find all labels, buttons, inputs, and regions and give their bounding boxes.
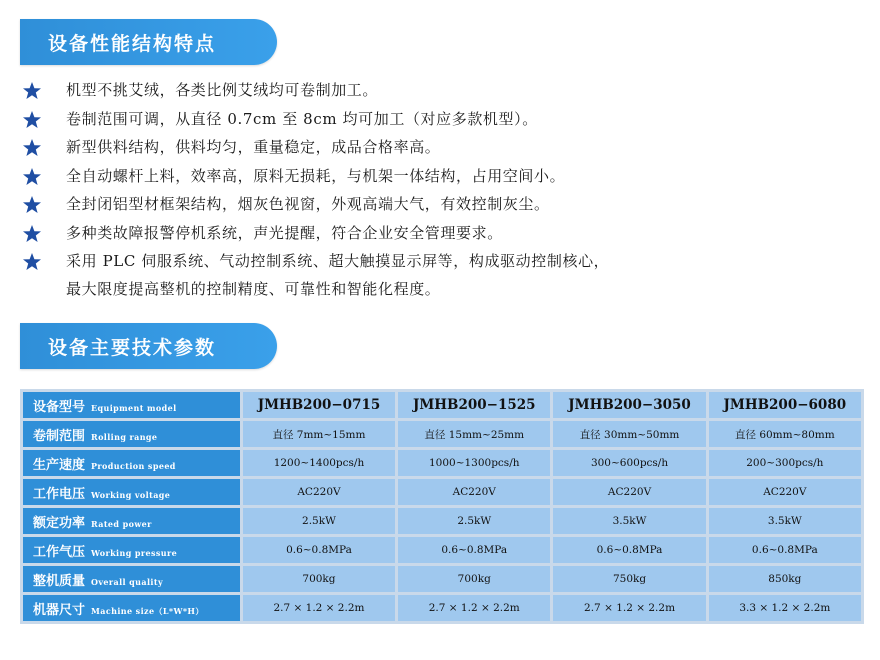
feature-item — [22, 166, 862, 186]
table-cell: 200~300pcs/h — [709, 450, 861, 476]
row-label — [23, 537, 240, 563]
table-cell: 700kg — [243, 566, 395, 592]
features-section-title: 设备性能结构特点 — [48, 33, 217, 55]
row-label-zh: 卷制范围 — [33, 428, 86, 444]
row-label — [23, 508, 240, 534]
table-cell: 750kg — [553, 566, 705, 592]
row-label-zh: 生产速度 — [33, 457, 86, 473]
table-row — [23, 450, 861, 476]
feature-list — [22, 80, 862, 308]
table-cell: 300~600pcs/h — [553, 450, 705, 476]
table-cell: JMHB200−0715 — [243, 392, 395, 418]
feature-text: 多种类故障报警停机系统，声光提醒，符合企业安全管理要求。 — [66, 223, 503, 242]
row-label — [23, 595, 240, 621]
star-bullet-icon — [22, 224, 42, 244]
table-row — [23, 392, 861, 418]
feature-item — [22, 109, 862, 129]
table-cell: AC220V — [398, 479, 550, 505]
table-cell: AC220V — [243, 479, 395, 505]
table-cell: 2.5kW — [243, 508, 395, 534]
row-label-en: Working voltage — [91, 489, 171, 500]
feature-item — [22, 223, 862, 243]
table-row — [23, 508, 861, 534]
feature-item — [22, 194, 862, 214]
star-bullet-icon — [22, 110, 42, 130]
table-cell: 700kg — [398, 566, 550, 592]
table-cell: JMHB200−6080 — [709, 392, 861, 418]
feature-text: 全封闭铝型材框架结构，烟灰色视窗，外观高端大气，有效控制灰尘。 — [66, 195, 550, 213]
row-label — [23, 421, 240, 447]
row-label-en: Working pressure — [91, 547, 178, 558]
table-cell: 2.7 × 1.2 × 2.2m — [398, 595, 550, 621]
table-cell: 2.5kW — [398, 508, 550, 534]
row-label-zh: 整机质量 — [33, 573, 86, 589]
table-cell: 1000~1300pcs/h — [398, 450, 550, 476]
table-cell: 0.6~0.8MPa — [553, 537, 705, 563]
table-cell: JMHB200−1525 — [398, 392, 550, 418]
table-row — [23, 537, 861, 563]
table-cell: 直径 30mm~50mm — [553, 421, 705, 447]
row-label-zh: 设备型号 — [33, 399, 86, 415]
table-row — [23, 566, 861, 592]
feature-item — [22, 80, 862, 100]
row-label-zh: 工作电压 — [33, 486, 86, 502]
table-cell: 1200~1400pcs/h — [243, 450, 395, 476]
params-section-title: 设备主要技术参数 — [48, 337, 217, 359]
feature-text: 机型不挑艾绒，各类比例艾绒均可卷制加工。 — [66, 81, 379, 99]
table-row — [23, 595, 861, 621]
row-label-en: Rated power — [91, 518, 152, 529]
row-label-en: Production speed — [91, 460, 176, 471]
star-bullet-icon — [22, 81, 42, 101]
table-cell: 0.6~0.8MPa — [398, 537, 550, 563]
feature-text: 新型供料结构，供料均匀，重量稳定，成品合格率高。 — [66, 138, 441, 156]
row-label — [23, 566, 240, 592]
row-label-en: Overall quality — [91, 576, 163, 587]
table-cell: 直径 60mm~80mm — [709, 421, 861, 447]
table-cell: JMHB200−3050 — [553, 392, 705, 418]
row-label-en: Machine size（L*W*H） — [91, 605, 204, 616]
row-label-zh: 工作气压 — [33, 544, 86, 560]
table-row — [23, 479, 861, 505]
row-label — [23, 479, 240, 505]
table-cell: AC220V — [709, 479, 861, 505]
feature-text: 卷制范围可调，从直径 0.7cm 至 8cm 均可加工（对应多款机型）。 — [66, 109, 538, 128]
feature-text: 全自动螺杆上料，效率高，原料无损耗，与机架一体结构，占用空间小。 — [66, 166, 566, 185]
row-label — [23, 450, 240, 476]
table-cell: 2.7 × 1.2 × 2.2m — [553, 595, 705, 621]
row-label-en: Equipment model — [91, 402, 177, 413]
row-label-zh: 机器尺寸 — [33, 602, 86, 618]
star-bullet-icon — [22, 167, 42, 187]
table-cell: 直径 7mm~15mm — [243, 421, 395, 447]
row-label-en: Rolling range — [91, 431, 158, 442]
features-section-header — [20, 19, 277, 65]
table-row — [23, 421, 861, 447]
feature-text-continued: 最大限度提高整机的控制精度、可靠性和智能化程度。 — [66, 280, 441, 298]
table-cell: AC220V — [553, 479, 705, 505]
spec-table — [20, 389, 864, 624]
row-label-zh: 额定功率 — [33, 515, 86, 531]
table-cell: 3.5kW — [709, 508, 861, 534]
table-cell: 0.6~0.8MPa — [243, 537, 395, 563]
feature-text: 采用 PLC 伺服系统、气动控制系统、超大触摸显示屏等，构成驱动控制核心， — [66, 252, 610, 270]
feature-item — [22, 251, 862, 299]
table-cell: 3.5kW — [553, 508, 705, 534]
star-bullet-icon — [22, 138, 42, 158]
table-cell: 2.7 × 1.2 × 2.2m — [243, 595, 395, 621]
table-cell: 0.6~0.8MPa — [709, 537, 861, 563]
star-bullet-icon — [22, 252, 42, 272]
table-cell: 直径 15mm~25mm — [398, 421, 550, 447]
feature-item — [22, 137, 862, 157]
row-label — [23, 392, 240, 418]
table-cell: 3.3 × 1.2 × 2.2m — [709, 595, 861, 621]
params-section-header — [20, 323, 277, 369]
star-bullet-icon — [22, 195, 42, 215]
table-cell: 850kg — [709, 566, 861, 592]
